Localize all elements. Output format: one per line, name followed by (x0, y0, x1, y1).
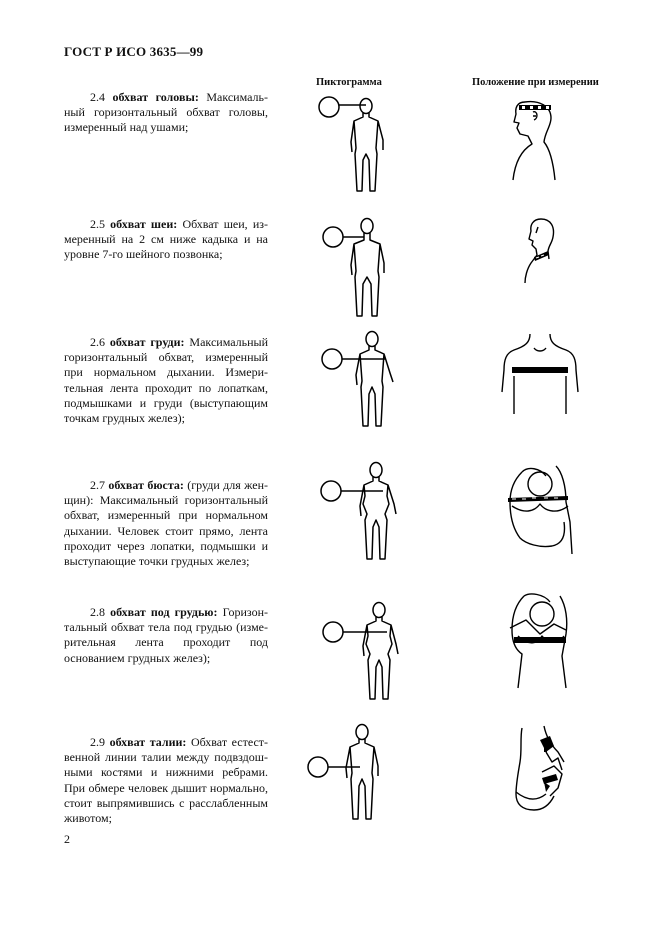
pictogram-waist-girth (306, 722, 396, 824)
position-waist-girth (506, 722, 576, 822)
position-underbust-girth (500, 590, 580, 692)
item-bust-girth: 2.7 обхват бюста: (груди для женщин): Максимальный горизонтальный обхват, измеренный при нормальном дыхании. Человек стоит прямо, лента проходит через лопатки, подмышки и выступающие точки грудных желез; (64, 478, 269, 569)
document-header: ГОСТ Р ИСО 3635—99 (64, 44, 204, 59)
position-head-girth (495, 92, 565, 184)
column-heading-position: Положение при измерении (472, 77, 599, 88)
pictogram-bust-girth (316, 460, 400, 564)
position-neck-girth (505, 213, 565, 285)
pictogram-head-girth (316, 92, 396, 196)
position-bust-girth (500, 462, 580, 562)
pictogram-neck-girth (316, 213, 396, 321)
item-neck-girth: 2.5 обхват шеи: Обхват шеи, измеренный на 2 см ниже кадыка и на уровне 7-го шейного позвонка; (64, 217, 268, 262)
pictogram-underbust-girth (316, 600, 400, 704)
item-underbust-girth: 2.8 обхват под грудью: Горизонтальный обхват тела под грудью (измерительная лента проходит под основанием грудных желез); (64, 605, 268, 665)
item-chest-girth: 2.6 обхват груди: Максимальный горизонтальный обхват, измеренный при нормальном дыхании. Измерительная лента проходит по лопаткам, подмышками и груди (выступающим точкам грудных желез); (64, 335, 269, 426)
item-head-girth: 2.4 обхват головы: Максимальный горизонтальный обхват головы, измеренный над ушами; (64, 90, 268, 135)
pictogram-chest-girth (316, 330, 400, 430)
item-waist-girth: 2.9 обхват талии: Обхват естественной линии талии между подвздошными костями и нижними ребрами. При обмере человек дышит нормально, стоит выпрямившись с расслабленным животом; (64, 735, 269, 826)
column-heading-pictogram: Пиктограмма (316, 77, 382, 88)
page-number: 2 (64, 832, 70, 846)
position-chest-girth (500, 330, 580, 420)
